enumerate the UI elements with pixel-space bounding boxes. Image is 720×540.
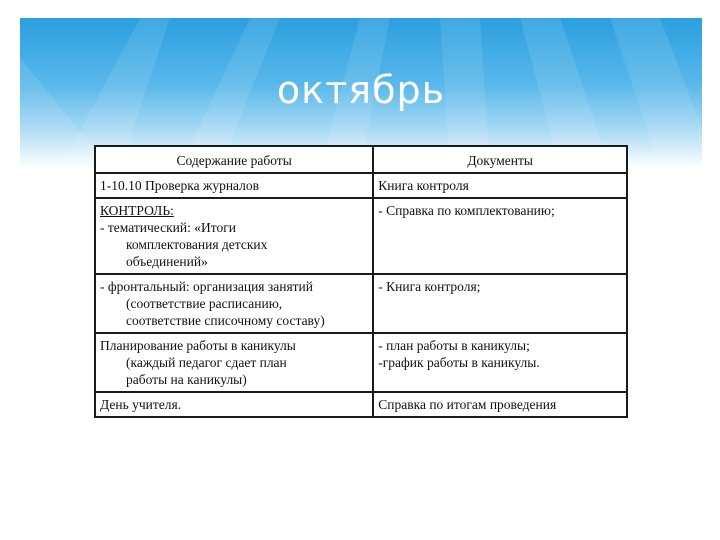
content-line: - фронтальный: организация занятий: [100, 279, 314, 294]
header-content: Содержание работы: [95, 146, 373, 173]
document-line: -график работы в каникулы.: [378, 355, 540, 370]
table-row: [95, 274, 627, 333]
content-cell: [95, 274, 373, 333]
documents-cell: [373, 198, 627, 274]
slide-title: октябрь: [276, 68, 446, 112]
content-line: (соответствие расписанию,: [126, 296, 283, 311]
content-line: (каждый педагог сдает план: [126, 355, 287, 370]
content-cell: [95, 392, 373, 417]
content-line: 1-10.10 Проверка журналов: [100, 178, 260, 193]
table-header-row: [95, 146, 627, 173]
table-row: [95, 173, 627, 198]
content-cell: [95, 198, 373, 274]
content-cell: [95, 333, 373, 392]
document-line: - Справка по комплектованию;: [378, 203, 555, 218]
content-line: соответствие списочному составу): [126, 313, 325, 328]
document-line: - Книга контроля;: [378, 279, 481, 294]
table-row: [95, 198, 627, 274]
content-line: комплектования детских: [126, 237, 268, 252]
documents-cell: [373, 173, 627, 198]
content-line: объединений»: [126, 254, 208, 269]
content-line: работы на каникулы): [126, 372, 247, 387]
work-plan-table: [94, 145, 628, 418]
document-line: Справка по итогам проведения: [378, 397, 557, 412]
documents-cell: [373, 333, 627, 392]
header-documents: Документы: [373, 146, 627, 173]
content-line: - тематический: «Итоги: [100, 220, 236, 235]
document-line: Книга контроля: [378, 178, 469, 193]
table-row: [95, 392, 627, 417]
content-line: Планирование работы в каникулы: [100, 338, 296, 353]
content-line: День учителя.: [100, 397, 182, 412]
documents-cell: [373, 392, 627, 417]
documents-cell: [373, 274, 627, 333]
table-row: [95, 333, 627, 392]
document-line: - план работы в каникулы;: [378, 338, 530, 353]
content-cell: [95, 173, 373, 198]
control-heading: КОНТРОЛЬ:: [100, 203, 174, 218]
